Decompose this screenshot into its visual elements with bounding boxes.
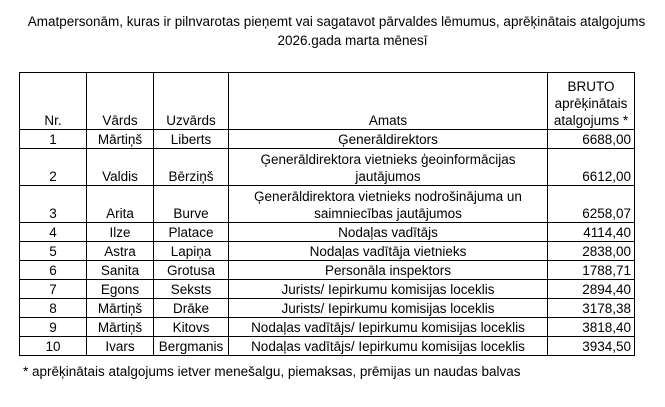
table-row — [20, 130, 635, 149]
document-title — [0, 12, 665, 50]
cell-vards: Mārtiņš — [87, 318, 154, 337]
cell-uzvards: Platace — [154, 223, 229, 242]
cell-salary: 3818,40 — [548, 318, 635, 337]
header-salary-line-2: aprēķinātais — [554, 96, 628, 111]
title-line-1: Amatpersonām, kuras ir pilnvarotas pieņemt vai sagatavot pārvaldes lēmumus, aprēķinātais atalgojums — [27, 14, 646, 29]
cell-amats — [229, 149, 548, 186]
cell-nr: 10 — [20, 337, 87, 356]
cell-nr: 3 — [20, 186, 87, 223]
cell-salary: 4114,40 — [548, 223, 635, 242]
header-amats: Amats — [229, 73, 548, 130]
cell-vards: Astra — [87, 242, 154, 261]
table-row — [20, 186, 635, 223]
cell-amats — [229, 130, 548, 149]
cell-uzvards: Seksts — [154, 280, 229, 299]
cell-amats — [229, 280, 548, 299]
cell-uzvards: Burve — [154, 186, 229, 223]
cell-salary: 6258,07 — [548, 186, 635, 223]
cell-amats-line: jautājumos — [355, 169, 421, 184]
cell-amats — [229, 242, 548, 261]
cell-nr: 4 — [20, 223, 87, 242]
cell-nr: 5 — [20, 242, 87, 261]
salary-table — [19, 72, 635, 356]
cell-amats — [229, 186, 548, 223]
cell-amats — [229, 337, 548, 356]
cell-amats-line: saimniecības jautājumos — [314, 206, 462, 221]
table-row — [20, 280, 635, 299]
header-salary — [548, 73, 635, 130]
title-line-2: 2026.gada marta mēnesī — [277, 33, 428, 48]
cell-amats — [229, 223, 548, 242]
cell-nr: 8 — [20, 299, 87, 318]
header-vards: Vārds — [87, 73, 154, 130]
cell-uzvards: Grotusa — [154, 261, 229, 280]
table-row — [20, 149, 635, 186]
cell-salary: 3934,50 — [548, 337, 635, 356]
cell-vards: Ilze — [87, 223, 154, 242]
cell-amats-line: Ģenerāldirektora vietnieks nodrošinājuma un — [254, 189, 522, 204]
cell-salary: 6612,00 — [548, 149, 635, 186]
cell-nr: 9 — [20, 318, 87, 337]
cell-uzvards: Lapiņa — [154, 242, 229, 261]
cell-amats-line: Nodaļas vadītājs/ Iepirkumu komisijas loceklis — [251, 320, 525, 335]
cell-amats — [229, 299, 548, 318]
table-row — [20, 337, 635, 356]
header-uzvards: Uzvārds — [154, 73, 229, 130]
table-row — [20, 318, 635, 337]
cell-uzvards: Kitovs — [154, 318, 229, 337]
cell-vards: Arita — [87, 186, 154, 223]
cell-amats — [229, 318, 548, 337]
header-salary-line-1: BRUTO — [567, 79, 615, 94]
cell-vards: Sanita — [87, 261, 154, 280]
table-row — [20, 261, 635, 280]
cell-amats-line: Nodaļas vadītājs/ Iepirkumu komisijas loceklis — [251, 339, 525, 354]
cell-amats-line: Ģenerāldirektora vietnieks ģeoinformācijas — [260, 152, 516, 167]
cell-uzvards: Liberts — [154, 130, 229, 149]
table-row — [20, 242, 635, 261]
cell-vards: Mārtiņš — [87, 130, 154, 149]
cell-amats-line: Jurists/ Iepirkumu komisijas loceklis — [281, 282, 495, 297]
cell-vards: Ivars — [87, 337, 154, 356]
cell-salary: 2894,40 — [548, 280, 635, 299]
cell-vards: Valdis — [87, 149, 154, 186]
cell-amats-line: Nodaļas vadītāja vietnieks — [309, 244, 467, 259]
cell-amats-line: Nodaļas vadītājs — [338, 225, 438, 240]
cell-uzvards: Bērziņš — [154, 149, 229, 186]
footnote: * aprēķinātais atalgojums ietver menešalgu, piemaksas, prēmijas un naudas balvas — [23, 364, 521, 379]
cell-salary: 6688,00 — [548, 130, 635, 149]
cell-nr: 1 — [20, 130, 87, 149]
cell-amats-line: Jurists/ Iepirkumu komisijas loceklis — [281, 301, 495, 316]
cell-nr: 2 — [20, 149, 87, 186]
cell-salary: 1788,71 — [548, 261, 635, 280]
header-salary-line-3: atalgojums * — [553, 113, 629, 128]
cell-nr: 7 — [20, 280, 87, 299]
cell-salary: 2838,00 — [548, 242, 635, 261]
cell-salary: 3178,38 — [548, 299, 635, 318]
cell-nr: 6 — [20, 261, 87, 280]
cell-vards: Mārtiņš — [87, 299, 154, 318]
table-row — [20, 223, 635, 242]
cell-uzvards: Bergmanis — [154, 337, 229, 356]
header-nr: Nr. — [20, 73, 87, 130]
cell-amats — [229, 261, 548, 280]
cell-amats-line: Personāla inspektors — [324, 263, 452, 278]
table-row — [20, 299, 635, 318]
cell-uzvards: Drāke — [154, 299, 229, 318]
cell-amats-line: Ģenerāldirektors — [338, 132, 438, 147]
table-header-row — [20, 73, 635, 130]
cell-vards: Egons — [87, 280, 154, 299]
